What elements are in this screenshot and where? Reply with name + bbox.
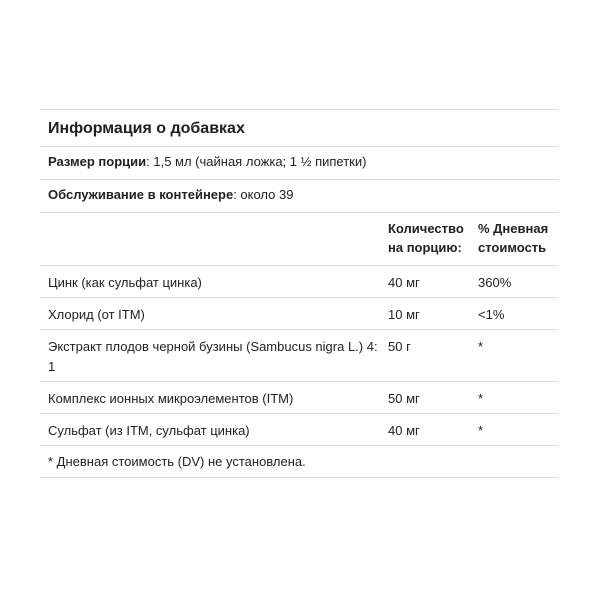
table-row [40, 266, 558, 298]
table-row [40, 298, 558, 330]
panel-title: Информация о добавках [40, 110, 558, 147]
ingredient-dv: * [478, 391, 484, 406]
servings-per-container-value: : около 39 [233, 187, 294, 202]
serving-size-value: : 1,5 мл (чайная ложка; 1 ½ пипетки) [146, 154, 367, 169]
ingredient-name: Цинк (как сульфат цинка) [48, 275, 202, 290]
header-amount-column [388, 219, 478, 265]
ingredient-name: Хлорид (от ITM) [48, 307, 145, 322]
header-amount-line2: на порцию: [388, 240, 462, 255]
ingredient-dv: 360% [478, 275, 512, 290]
ingredient-dv: * [478, 339, 484, 354]
supplement-facts-panel [40, 109, 558, 478]
ingredient-name: Сульфат (из ITM, сульфат цинка) [48, 423, 250, 438]
ingredient-amount: 50 мг [388, 391, 420, 406]
serving-size-label: Размер порции [48, 154, 147, 169]
servings-per-container-row [40, 180, 558, 213]
ingredient-amount: 50 г [388, 339, 411, 354]
ingredient-dv: <1% [478, 307, 505, 322]
table-row [40, 382, 558, 414]
header-dv-line2: стоимость [478, 240, 547, 255]
servings-per-container-label: Обслуживание в контейнере [48, 187, 234, 202]
header-name-column [48, 219, 388, 265]
header-dv-column [478, 219, 558, 265]
ingredient-amount: 10 мг [388, 307, 420, 322]
header-dv-line1: % Дневная [478, 221, 549, 236]
ingredient-name: Экстракт плодов черной бузины (Sambucus nigra L.) 4: 1 [48, 339, 378, 374]
ingredient-dv: * [478, 423, 484, 438]
serving-size-row [40, 147, 558, 180]
ingredient-amount: 40 мг [388, 423, 420, 438]
footnote: * Дневная стоимость (DV) не установлена. [40, 446, 558, 478]
table-header-row [40, 213, 558, 266]
table-row [40, 330, 558, 382]
ingredient-name: Комплекс ионных микроэлементов (ITM) [48, 391, 294, 406]
ingredient-amount: 40 мг [388, 275, 420, 290]
table-row [40, 414, 558, 446]
header-amount-line1: Количество [388, 221, 464, 236]
